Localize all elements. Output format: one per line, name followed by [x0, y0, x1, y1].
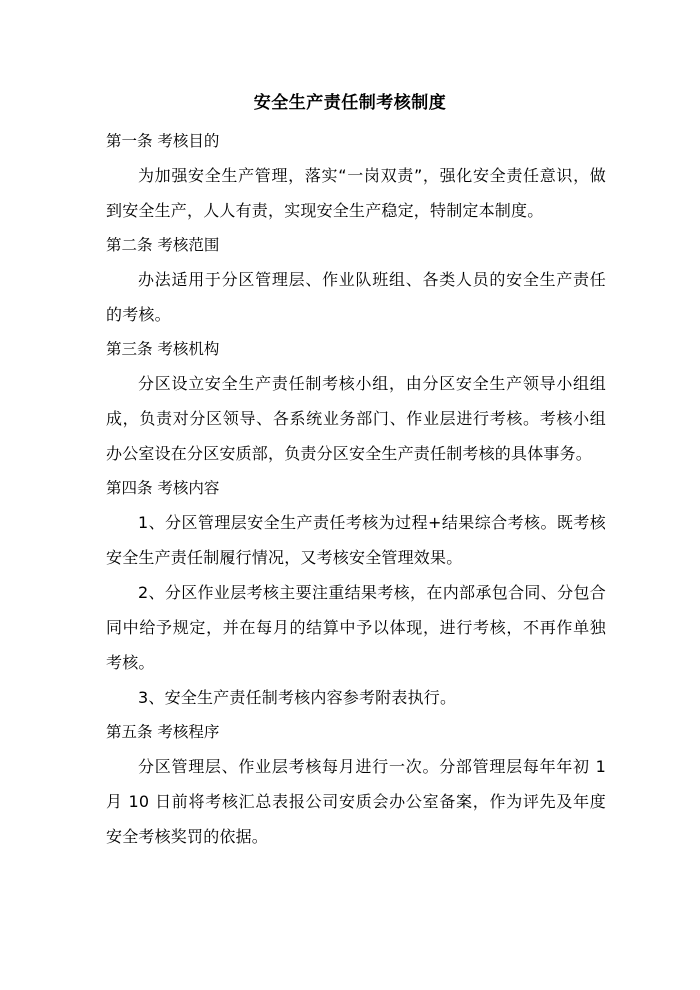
- section-paragraph: 为加强安全生产管理，落实“一岗双责”，强化安全责任意识，做到安全生产，人人有责，实现安全生产稳定，特制定本制度。: [106, 166, 606, 220]
- document-body: [106, 124, 606, 854]
- section-content: [106, 471, 606, 715]
- section-heading: 第四条 考核内容: [106, 479, 220, 497]
- section-paragraph: 2、分区作业层考核主要注重结果考核，在内部承包合同、分包合同中给予规定，并在每月的结算中予以体现，进行考核，不再作单独考核。: [106, 583, 606, 672]
- section-paragraph: 3、安全生产责任制考核内容参考附表执行。: [138, 688, 457, 707]
- section-paragraph: 办法适用于分区管理层、作业队班组、各类人员的安全生产责任的考核。: [106, 270, 606, 324]
- section-paragraph: 1、分区管理层安全生产责任考核为过程+结果综合考核。既考核安全生产责任制履行情况，又考核安全管理效果。: [106, 513, 606, 567]
- section-heading: 第一条 考核目的: [106, 132, 220, 150]
- section-paragraph: 分区设立安全生产责任制考核小组，由分区安全生产领导小组组成，负责对分区领导、各系统业务部门、作业层进行考核。考核小组办公室设在分区安质部，负责分区安全生产责任制考核的具体事务。: [106, 374, 606, 463]
- section-scope: [106, 228, 606, 332]
- section-heading: 第三条 考核机构: [106, 340, 220, 358]
- section-procedure: [106, 715, 606, 854]
- section-heading: 第五条 考核程序: [106, 723, 220, 741]
- section-organization: [106, 332, 606, 471]
- section-heading: 第二条 考核范围: [106, 236, 220, 254]
- section-paragraph: 分区管理层、作业层考核每月进行一次。分部管理层每年年初 1 月 10 日前将考核汇总表报公司安质会办公室备案，作为评先及年度安全考核奖罚的依据。: [106, 757, 606, 846]
- section-purpose: [106, 124, 606, 228]
- document-title: 安全生产责任制考核制度: [253, 93, 447, 113]
